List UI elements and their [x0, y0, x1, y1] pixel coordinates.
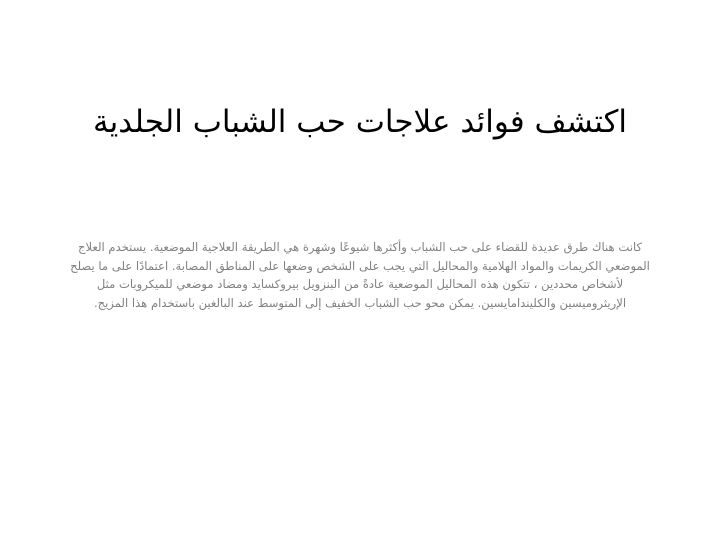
slide-title: اكتشف فوائد علاجات حب الشباب الجلدية: [92, 104, 628, 140]
slide-body-text: كانت هناك طرق عديدة للقضاء على حب الشباب وأكثرها شيوعًا وشهرة هي الطريقة العلاجية الموضعية. يستخدم العلاج الموضعي الكريمات والمواد الهلامية والمحاليل التي يجب على الشخص وضعها على المناطق المصابة. اعتمادًا على ما يصلح لأشخاص محددين ، تتكون هذه المحاليل الموضعية عادةً من البنزويل بيروكسايد ومضاد موضعي للميكروبات مثل الإريثروميسين والكليندامايسين. يمكن محو حب الشباب الخفيف إلى المتوسط عند البالغين باستخدام هذا المزيج.: [70, 240, 650, 310]
